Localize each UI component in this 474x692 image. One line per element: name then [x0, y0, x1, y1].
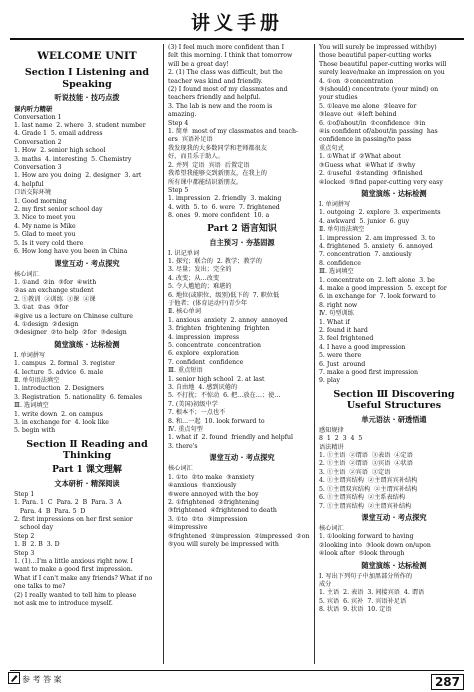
answer-line: 6. in exchange for 7. look forward to [319, 293, 436, 301]
answer-line: 7. concentration 7. anxiously [319, 251, 412, 259]
answer-line: 3. in exchange for 4. look like [14, 419, 109, 426]
answer-line: 4. frightened 5. anxiety 6. annoyed [319, 242, 433, 250]
answer-line: 成分 [319, 580, 332, 588]
answer-line: Ⅰ. 单词拼写 [319, 200, 351, 208]
answer-line: 6. Just around [319, 360, 366, 368]
answer-line: 2. ①frightened ②frightening [168, 498, 260, 506]
answer-line: 8 1 2 3 4 5 [319, 435, 363, 443]
answer-line: Ⅳ. 句型训练 [319, 310, 354, 318]
answer-line: 4. 改变；从…改变 [168, 274, 220, 282]
section-banner: 文本研析 · 精深阅读 [54, 478, 120, 488]
answer-line: 我发现我的大多数同学和老师都很友 [168, 144, 267, 152]
answer-line: 7. make a good first impression [319, 369, 418, 377]
section-banner: 课堂互动 · 考点探究 [54, 258, 120, 268]
answer-line: ⑥were annoyed with the boy [168, 490, 259, 498]
answer-line: Ⅰ. 识记单词 [168, 249, 200, 257]
section-banner: 单元语法 · 研透悟通 [361, 414, 427, 424]
answer-line: 1. How are you doing 2. designer 3. art [14, 172, 142, 180]
answer-line: 1. concentrate on 2. left alone 3. be [319, 276, 435, 284]
answer-line: ers 宾语补足语 [168, 136, 213, 144]
answer-line: 2. first impressions on her first senior [14, 516, 133, 524]
answer-line: 5. ①主谓双宾结构 ②主谓宾补结构 [319, 485, 418, 493]
section-banner: 课堂互动 · 考点探究 [361, 512, 427, 522]
answer-line: 8. ones 9. more confident 10. a [168, 212, 270, 220]
answer-line: 重点句式 [319, 144, 344, 152]
answer-line: Ⅱ. 单句语法填空 [319, 226, 365, 234]
answer-line: ③frightened ④frightened to death [168, 507, 277, 515]
answer-line: not ask me to introduce myself. [14, 600, 113, 608]
answer-line: 4. lecture 5. advice 6. male [14, 368, 104, 376]
answer-line: Ⅲ. 重点短语 [168, 367, 203, 375]
answer-line: 1. Para. 1 C Para. 2 B Para. 3 A [14, 499, 122, 507]
answer-line: 1. what if 2. found friendly and helpful [168, 434, 293, 442]
answer-line: Ⅰ. 写出下列句子中加黑部分所作的 [319, 572, 413, 580]
answer-line: 1. Good morning [14, 197, 67, 205]
answer-line: ④give us a lecture on Chinese culture [14, 312, 133, 320]
answer-line: 1. outgoing 2. explore 3. experiments [319, 209, 441, 217]
answer-list [14, 491, 160, 609]
answer-line: 6. explore exploration [168, 350, 239, 358]
answer-line: 3. maths 4. interesting 5. Chemistry [14, 155, 132, 163]
answer-line: 4. ①主谓宾结构 ②主谓宾宾补结构 [319, 477, 418, 485]
answer-line: 3. ①to ②to ③impression [168, 515, 248, 523]
answer-line: 4. make a good impression 5. except for [319, 284, 447, 292]
section-banner: 听说技能 · 技巧点拨 [54, 93, 120, 102]
answer-line: 1. ①to ②to make ③anxiety [168, 473, 255, 481]
answer-line: 1. ①What if ②What about [319, 153, 401, 161]
answer-line: 5. ①leave me alone ②leave for [319, 102, 417, 110]
subsection-heading: 课内听力精研 [14, 105, 53, 113]
page-header [0, 0, 474, 44]
answer-line: 1. ①and ②in ③for ④with [14, 278, 97, 286]
answer-line: 核心词汇 [168, 465, 193, 473]
answer-line: Ⅱ. 核心单词 [168, 308, 201, 316]
answer-line: ⑤frightened ②impression ②impressed ②on [168, 532, 310, 540]
answer-line: (2) I found most of my classmates and [168, 86, 288, 94]
answer-line: 1. last name 2. where 3. student number [14, 122, 146, 129]
answer-line: 2. ①主语 ②谓语 ③宾语 ④状语 [319, 460, 413, 468]
answer-line: Ⅲ. 选词填空 [14, 402, 49, 410]
answer-list [319, 427, 469, 511]
middle-column [163, 44, 316, 664]
answer-line: (3) I feel much more confident than I [168, 44, 285, 51]
answer-line: 5. begin with [14, 427, 56, 435]
answer-list [168, 44, 316, 221]
answer-line: ②looking into ③look down on/upon [319, 541, 431, 549]
section-2-title: Section Ⅱ Reading and Thinking [26, 438, 148, 462]
answer-line: 3. 尽量；发出；完全的 [168, 266, 232, 274]
answer-line: 核心词汇 [319, 524, 344, 532]
answer-line: 4. ①on ②concentration [319, 77, 394, 85]
answer-line: 4. with 5. to 6. were 7. frightened [168, 203, 280, 211]
answer-line: ②as an exchange student [14, 287, 94, 295]
answer-line: Conversation 2 [14, 138, 62, 146]
answer-line: 1. 探究；联合的 2. 教学；教学的 [168, 257, 262, 265]
answer-line: 3. frighten frightening frighten [168, 325, 270, 333]
answer-line: amazing. [168, 111, 197, 119]
answer-line: 8. right now [319, 301, 358, 309]
answer-line: 1. B 2. B 3. D [14, 541, 60, 549]
answer-line: ④locked ⑤find paper-cutting very easy [319, 178, 443, 186]
answer-line: Ⅰ. 单词拼写 [14, 351, 46, 359]
footer-label: 参 考 答 案 [22, 675, 62, 684]
answer-line: ④anxious ⑤anxiously [168, 482, 237, 490]
answer-line: 3. Nice to meet you [14, 214, 76, 222]
answer-line: your studies [319, 94, 358, 102]
part-title: Part 1 课文理解 [52, 464, 122, 475]
answer-line: 8. confidence [319, 259, 361, 267]
answer-line: Those beautiful paper-cutting works will [319, 60, 447, 68]
answer-line: surely leave/make an impression on you [319, 69, 445, 77]
answer-line: 3. ①主语 ②宾语 ③定语 [319, 468, 391, 476]
answer-line: 7. confident confidence [168, 358, 244, 366]
answer-line: Conversation 3 [14, 164, 62, 172]
answer-line: 2. ①useful ②standing ③finished [319, 170, 423, 178]
answer-line: ④look after ⑤look through [319, 550, 405, 558]
answer-line: ④impressive [168, 524, 208, 532]
answer-list [319, 525, 469, 559]
answer-line: ③(should) concentrate (your mind) on [319, 86, 439, 94]
footer-rule [10, 670, 464, 671]
answer-line: (2) I really wanted to tell him to please [14, 591, 137, 599]
answer-line: 1. anxious anxiety 2. annoy annoyed [168, 316, 288, 324]
answer-line: 感知规律 [319, 426, 344, 434]
answer-list [319, 573, 469, 615]
answer-line: 3. there's [168, 442, 198, 450]
answer-line: 5. 宾语 6. 宾补 7. 宾语补足语 [319, 597, 407, 605]
answer-line: 1. campus 2. formal 3. register [14, 360, 115, 368]
section-banner: 随堂演练 · 达标检测 [361, 188, 427, 198]
answer-line: 5. were there [319, 352, 362, 360]
answer-line: 6. 地位(或职位、级别)低下的 7. 职位低 [168, 291, 280, 299]
answer-line: those beautiful paper-cutting works [319, 52, 432, 60]
answer-list [14, 114, 160, 257]
answer-line: 2. (1) The class was difficult, but the [168, 69, 283, 77]
answer-line: You will surely be impressed with(by) [319, 44, 437, 51]
right-column [314, 44, 469, 664]
answer-line: 核心词汇 [14, 270, 39, 278]
answer-line: confidence in passing/to pass [319, 136, 412, 144]
header-rule [10, 38, 464, 40]
answer-line: ④is confident of/about/in passing has [319, 128, 438, 136]
answer-line: 5. Is it very cold there [14, 239, 84, 247]
answer-line: want to make a good first impression. [14, 566, 133, 574]
answer-line: 2. ①教训 ②训练 ③课 ④课 [14, 295, 96, 303]
answer-line: 3. ①at ②as ③for [14, 304, 69, 312]
answer-line: Step 2 [14, 532, 35, 540]
answer-list [168, 250, 316, 452]
answer-line: ③Guess what ④What if ⑤why [319, 161, 416, 169]
answer-line: 8. 状语 9. 状语 10. 定语 [319, 606, 392, 614]
answer-list [319, 201, 469, 386]
answer-line: 1. What if [319, 318, 350, 326]
page-title: 讲义手册 [190, 12, 283, 34]
page-footer [0, 664, 474, 692]
section-banner: 随堂演练 · 达标检测 [361, 560, 427, 570]
answer-line: 1. How 2. senior high school [14, 147, 106, 155]
part-title: Part 2 语言知识 [207, 223, 277, 234]
section-banner: 随堂演练 · 达标检测 [54, 339, 120, 349]
answer-line: 4. impression impress [168, 333, 240, 341]
answer-line: 6. ①主谓宾结构 ②主系表结构 [319, 494, 406, 502]
answer-line: 5. 令人尴尬的；难堪的 [168, 283, 232, 291]
answer-line: 2. my first senior school day [14, 206, 103, 214]
answer-line: 4. helpful [14, 180, 44, 188]
page-number: 287 [431, 674, 464, 690]
answer-line: Conversation 1 [14, 113, 62, 121]
answer-line: ⑤you will surely be impressed with [168, 540, 279, 548]
answer-line: 5. Glad to meet you [14, 231, 76, 239]
answer-line: Step 1 [14, 490, 35, 498]
answer-line: 3. feel frightened [319, 335, 374, 343]
answer-line: will be a great day! [168, 60, 229, 68]
answer-line: 1. 简单 most of my classmates and teach- [168, 128, 299, 136]
answer-line: one talks to me? [14, 583, 66, 591]
answer-line: 3. Registration 5. nationality 6. females [14, 393, 143, 401]
answer-line: Ⅲ. 选词填空 [319, 268, 354, 276]
answer-line: Step 4 [168, 119, 189, 127]
answer-line: felt this morning. I think that tomorrow [168, 52, 293, 60]
answer-line: school day [14, 524, 54, 532]
answer-line: 7. (美国)初级中学 [168, 400, 218, 408]
answer-line: 口语交际环境 [14, 189, 52, 197]
answer-line: 好，而且乐于助人。 [168, 153, 224, 161]
answer-line: 1. 主语 2. 表语 3. 间接宾语 4. 谓语 [319, 589, 425, 597]
answer-line: 语法精讲 [319, 443, 344, 451]
answer-line: 5. 不打扰；不惊动 6. 把…放在…；使… [168, 392, 281, 400]
answer-line: 于他者；(体育运动中)青少年 [168, 299, 248, 307]
section-banner: 自主预习 · 夯基固源 [209, 237, 275, 247]
answer-list [319, 44, 469, 187]
answer-line: 4. awkward 5. junior 6. guy [319, 217, 410, 225]
answer-line: 6. ①of/about/in ②confidence ③in [319, 119, 426, 127]
answer-line: 1. senior high school 2. at last [168, 375, 265, 383]
answer-line: 2. found it hard [319, 327, 368, 334]
section-banner: 课堂互动 · 考点探究 [209, 453, 275, 463]
answer-line: 1. ①主语 ②谓语 ③表语 ④定语 [319, 452, 413, 460]
answer-line: teachers friendly and helpful. [168, 94, 261, 102]
answer-line: 我希望我能够交到新朋友，在我上的 [168, 170, 267, 178]
answer-line: 4. ①design ②design [14, 320, 79, 328]
unit-title: WELCOME UNIT [37, 50, 137, 62]
answer-line: ③leave out ④left behind [319, 111, 397, 119]
answer-line: 6. How long have you been in China [14, 248, 128, 256]
answer-line: 4. My name is Mike [14, 222, 76, 230]
answer-list [14, 352, 160, 436]
answer-line: Step 3 [14, 549, 35, 557]
answer-line: 3. 自由地 4. 感到厌倦的 [168, 384, 238, 392]
left-column [14, 44, 160, 624]
answer-line: Para. 4 B Para. 5 D [14, 507, 86, 515]
section-3-title: Section Ⅲ Discovering Useful Structures [333, 388, 455, 412]
answer-line: 5. concentrate concentration [168, 342, 261, 349]
answer-line: 8. 和…一起 10. look forward to [168, 417, 265, 425]
section-1-title: Section Ⅰ Listening and Speaking [24, 67, 150, 90]
answer-line: Step 5 [168, 186, 189, 194]
answer-line: 1. impression 2. friendly 3. making [168, 195, 282, 203]
answer-line: ③designer ②to help ②for ③design [14, 329, 127, 337]
answer-line: 7. ①主谓宾结构 ②主谓宾补结构 [319, 502, 412, 510]
answer-line: 9. play [319, 377, 340, 385]
answer-line: What if I can't make any friends? What if no [14, 574, 153, 582]
answer-line: 1. (1)…I'm a little anxious right now. I [14, 558, 133, 566]
answer-line: 所有课中都能结识新朋友。 [168, 178, 243, 186]
answer-list [14, 271, 160, 338]
answer-line: 1. ①looking forward to having [319, 533, 414, 541]
pen-logo-icon [8, 672, 20, 684]
answer-line: 4. Grade 1 5. email address [14, 130, 103, 138]
answer-line: 7. 根本不；一点也不 [168, 409, 226, 417]
answer-line: 1. impression 2. am impressed 3. to [319, 234, 436, 242]
answer-line: 1. write down 2. on campus [14, 410, 103, 418]
answer-line: 4. I have a good impression [319, 343, 406, 351]
answer-line: 1. introduction 2. Designers [14, 385, 104, 393]
answer-line: Ⅳ. 重点句型 [168, 426, 203, 434]
answer-line: teacher was kind and friendly. [168, 77, 263, 85]
answer-list [168, 465, 316, 549]
answer-line: Ⅱ. 单句语法填空 [14, 376, 60, 384]
answer-line: 3. The lab is new and the room is [168, 102, 273, 110]
answer-line: 2. 并列 定语 宾语 后置定语 [168, 161, 250, 169]
